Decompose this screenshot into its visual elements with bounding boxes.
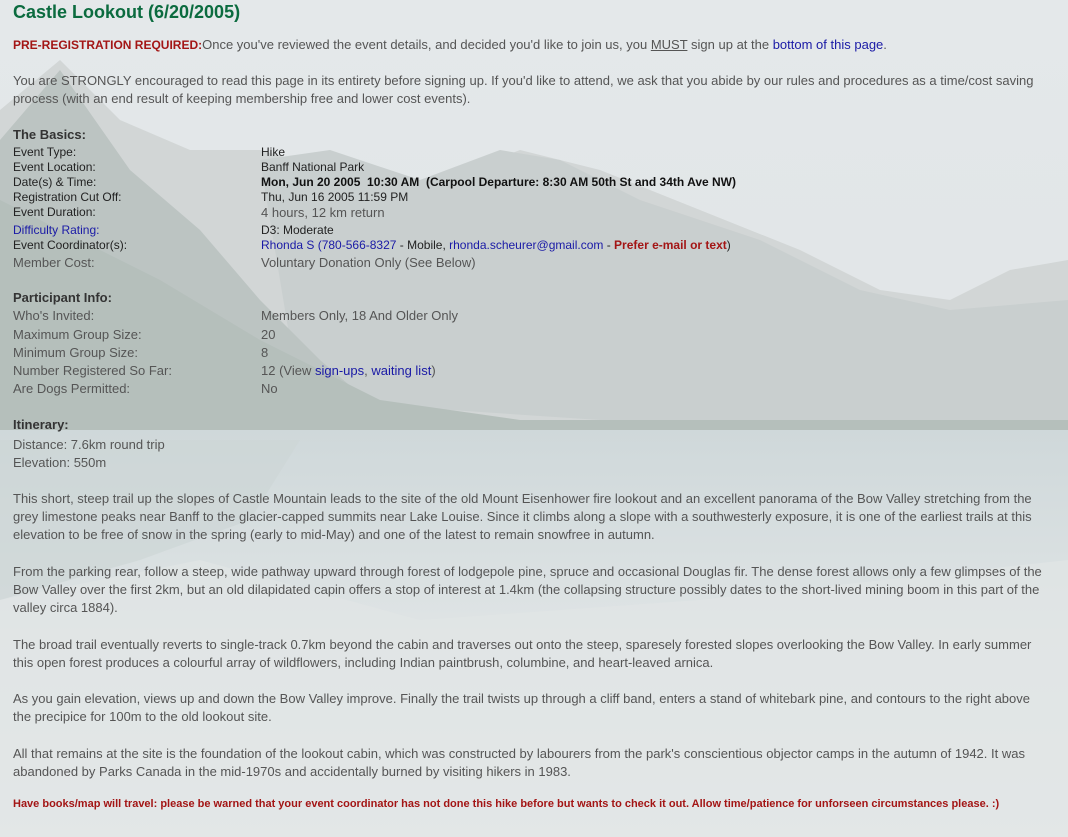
- difficulty-rating-link[interactable]: Difficulty Rating:: [13, 223, 100, 237]
- member-cost-row: [13, 255, 1053, 271]
- coordinator-close: ): [726, 238, 731, 252]
- event-type-row: [13, 145, 1053, 161]
- basics-heading: The Basics:: [13, 127, 86, 142]
- invited-row: [13, 308, 1053, 324]
- event-duration-label: Event Duration:: [13, 205, 96, 219]
- registration-cutoff-row: [13, 190, 1053, 206]
- event-duration-row: [13, 205, 1053, 221]
- coordinator-dash: -: [603, 238, 615, 252]
- signups-link[interactable]: sign-ups: [314, 363, 365, 378]
- description-paragraph: This short, steep trail up the slopes of Castle Mountain leads to the site of the old Mount Eisenhower fire lookout and an excellent panorama of the Bow Valley stretching from the grey limestone peaks near Banff to the glacier-capped summits near Lake Louise. Since it climbs along a slope with a southwesterly exposure, it is one of the earliest trails at this elevation to be free of snow in the spring (early to mid-May) and one of the latest to remain snowfree in autumn.: [13, 491, 1032, 542]
- invited-label: Who's Invited:: [13, 308, 95, 323]
- bottom-of-page-link[interactable]: bottom of this page: [772, 37, 884, 52]
- event-type-label: Event Type:: [13, 145, 77, 159]
- coordinator-warning-note: Have books/map will travel: please be warned that your event coordinator has not done this hike before but wants to check it out. Allow time/patience for unforseen circumstances please. :): [13, 798, 1000, 810]
- registered-label: Number Registered So Far:: [13, 363, 172, 378]
- preregistration-text-after: sign up at the: [687, 37, 773, 52]
- page-title: Castle Lookout (6/20/2005): [13, 2, 241, 22]
- event-location-value: Banff National Park: [261, 160, 365, 174]
- min-group-label: Minimum Group Size:: [13, 345, 138, 360]
- coordinator-email-link[interactable]: rhonda.scheurer@gmail.com: [449, 238, 604, 252]
- min-group-value: 8: [261, 345, 269, 360]
- event-duration-value: 4 hours, 12 km return: [261, 205, 385, 220]
- registered-close: ): [431, 363, 436, 378]
- registered-row: [13, 363, 1053, 379]
- waiting-list-link[interactable]: waiting list: [371, 363, 432, 378]
- event-location-row: [13, 160, 1053, 176]
- preregistration-notice: [13, 36, 1048, 54]
- prefer-contact-text: Prefer e-mail or text: [614, 238, 727, 252]
- max-group-value: 20: [261, 327, 276, 342]
- event-location-label: Event Location:: [13, 160, 96, 174]
- max-group-label: Maximum Group Size:: [13, 327, 142, 342]
- description-paragraph: From the parking rear, follow a steep, wide pathway upward through forest of lodgepole pine, spruce and occasional Douglas fir. The dense forest allows only a few glimpses of the Bow Valley over the first 2km, but an old dilapidated capin offers a stop of interest at 1.4km (the collapsing structure possibly dates to the short-lived mining boom in this part of the valley circa 1884).: [13, 564, 1042, 615]
- itinerary-heading: Itinerary:: [13, 417, 69, 432]
- dogs-label: Are Dogs Permitted:: [13, 381, 131, 396]
- description-paragraph: The broad trail eventually reverts to single-track 0.7km beyond the cabin and traverses out onto the steep, sparesely forested slopes overlooking the Bow Valley. In early summer this open forest produces a colourful array of wildflowers, including Indian paintbrush, columbine, and heart-leaved arnica.: [13, 637, 1032, 670]
- coordinator-value: [261, 238, 731, 252]
- registered-count: 12 (View: [261, 363, 315, 378]
- member-cost-value: Voluntary Donation Only (See Below): [261, 255, 476, 270]
- itinerary-elevation: Elevation: 550m: [13, 455, 107, 470]
- event-type-value: Hike: [261, 145, 286, 159]
- date-time-label: Date(s) & Time:: [13, 175, 97, 189]
- preregistration-end: .: [883, 37, 887, 52]
- description-paragraph: As you gain elevation, views up and down the Bow Valley improve. Finally the trail twists up through a cliff band, enters a stand of whitebark pine, and contours to the right above the precipice for 100m to the old lookout site.: [13, 691, 1030, 724]
- preregistration-label: PRE-REGISTRATION REQUIRED:: [13, 38, 203, 52]
- must-text: MUST: [650, 37, 688, 52]
- description-paragraph: All that remains at the site is the foundation of the lookout cabin, which was constructed by labourers from the park's conscientious objector camps in the autumn of 1942. It was abandoned by Parks Canada in the mid-1970s and accidentally burned by visiting hikers in 1983.: [13, 746, 1025, 779]
- invited-value: Members Only, 18 And Older Only: [261, 308, 459, 323]
- difficulty-value: D3: Moderate: [261, 223, 334, 237]
- coordinator-name-link[interactable]: Rhonda S (780-566-8327: [261, 238, 397, 252]
- participant-heading: Participant Info:: [13, 290, 112, 305]
- registration-cutoff-value: Thu, Jun 16 2005 11:59 PM: [261, 190, 409, 204]
- max-group-row: [13, 327, 1053, 343]
- registered-comma: ,: [364, 363, 372, 378]
- registration-cutoff-label: Registration Cut Off:: [13, 190, 122, 204]
- intro-paragraph: You are STRONGLY encouraged to read this page in its entirety before signing up. If you'd like to attend, we ask that you abide by our rules and procedures as a time/cost saving process (with an end result of keeping membership free and lower cost events).: [13, 73, 1034, 106]
- coordinator-label: Event Coordinator(s):: [13, 238, 128, 252]
- date-time-row: [13, 175, 1053, 191]
- coordinator-row: [13, 238, 1053, 254]
- preregistration-text: Once you've reviewed the event details, and decided you'd like to join us, you: [202, 37, 651, 52]
- dogs-row: [13, 381, 1053, 397]
- dogs-value: No: [261, 381, 278, 396]
- coordinator-mobile-text: - Mobile,: [396, 238, 450, 252]
- min-group-row: [13, 345, 1053, 361]
- itinerary-distance: Distance: 7.6km round trip: [13, 437, 165, 452]
- registered-value: [261, 363, 436, 378]
- member-cost-label: Member Cost:: [13, 255, 95, 270]
- difficulty-row: [13, 223, 1053, 239]
- date-time-value: Mon, Jun 20 2005 10:30 AM (Carpool Departure: 8:30 AM 50th St and 34th Ave NW): [261, 175, 736, 189]
